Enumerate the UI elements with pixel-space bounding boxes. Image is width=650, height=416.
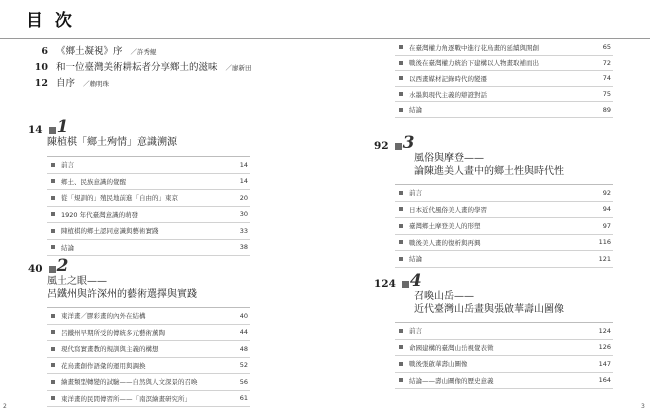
toc-item[interactable] — [395, 202, 613, 219]
bullet-icon — [51, 363, 55, 367]
chapter-heading — [28, 255, 250, 275]
chapter-1 — [28, 116, 250, 256]
bullet-icon — [399, 45, 403, 49]
bullet-icon — [51, 229, 55, 233]
toc-item[interactable] — [395, 356, 613, 373]
toc-item-page: 40 — [239, 311, 248, 320]
front-matter-entry[interactable] — [28, 75, 328, 91]
toc-item[interactable] — [47, 374, 250, 391]
toc-item-text: 鄉土、民族意識的覺醒 — [61, 177, 126, 186]
toc-item-text: 東洋畫／膠彩畫的內外在結構 — [61, 312, 146, 321]
toc-item-text: 陳植棋的鄉土認同意識與藝術實踐 — [61, 227, 159, 236]
toc-list — [395, 40, 613, 118]
toc-list — [395, 322, 613, 389]
toc-item-page: 92 — [602, 188, 611, 197]
toc-item-text: 前言 — [409, 327, 422, 336]
bullet-icon — [51, 396, 55, 400]
bullet-icon — [51, 179, 55, 183]
bullet-icon — [399, 207, 403, 211]
toc-item-page: 124 — [598, 326, 611, 335]
toc-item[interactable] — [395, 56, 613, 72]
bullet-icon — [399, 191, 403, 195]
bullet-icon — [51, 196, 55, 200]
toc-item-text: 呂鐵州早期所受的傳統多元藝術薰陶 — [61, 328, 165, 337]
chapter-2 — [28, 255, 250, 407]
entry-author: ／賴明珠 — [83, 80, 110, 88]
toc-item-text: 繪畫類型轉變的試驗——自然與人文深景的召喚 — [61, 378, 198, 387]
toc-item[interactable] — [395, 102, 613, 118]
entry-author: ／廖新田 — [225, 64, 252, 72]
chapter-number-mark — [49, 258, 69, 275]
toc-item-page: 72 — [602, 58, 611, 67]
entry-title: 《鄉土凝視》序 — [56, 46, 123, 57]
bullet-icon — [399, 257, 403, 261]
toc-item-page: 52 — [239, 361, 248, 370]
toc-item-text: 水墨與現代主義的辯證對話 — [409, 90, 487, 99]
toc-item[interactable] — [395, 87, 613, 103]
toc-item-text: 臺灣鄉土摩登美人的形塑 — [409, 222, 481, 231]
toc-item-page: 14 — [239, 177, 248, 186]
toc-item-text: 在臺灣權力角逐戰中進行花鳥畫的延續與開創 — [409, 43, 539, 52]
bullet-icon — [51, 245, 55, 249]
bullet-icon — [51, 330, 55, 334]
toc-list — [47, 307, 250, 407]
bullet-icon — [399, 345, 403, 349]
chapter-box-icon — [49, 127, 56, 134]
toc-item-page: 33 — [239, 226, 248, 235]
toc-item[interactable] — [395, 185, 613, 202]
chapter-page-number: 40 — [28, 263, 43, 275]
toc-list — [47, 156, 250, 256]
toc-item-text: 現代寫實畫教的規訓與主義的構想 — [61, 345, 159, 354]
chapter-subtitle[interactable]: 論陳進美人畫中的鄉土性與時代性 — [414, 166, 564, 177]
bullet-icon — [399, 92, 403, 96]
toc-item-text: 以西畫媒材記錄時代的變遷 — [409, 74, 487, 83]
toc-item-text: 從「規訓的」殖民地前進「自由的」東京 — [61, 194, 178, 203]
toc-item-text: 結論 — [409, 106, 422, 115]
toc-item[interactable] — [395, 235, 613, 252]
chapter-number-mark — [402, 273, 422, 290]
chapter-subtitle[interactable]: 呂鐵州與許深州的藝術選擇與實踐 — [47, 289, 197, 300]
toc-item-page: 56 — [239, 377, 248, 386]
toc-item[interactable] — [47, 207, 250, 224]
bullet-icon — [399, 240, 403, 244]
toc-item[interactable] — [395, 373, 613, 390]
entry-title: 自序 — [56, 78, 76, 89]
entry-page-number: 10 — [34, 62, 48, 73]
toc-item-page: 30 — [239, 210, 248, 219]
toc-item[interactable] — [395, 218, 613, 235]
toc-item-text: 花鳥畫創作語彙的運用與調換 — [61, 361, 146, 370]
toc-item[interactable] — [47, 325, 250, 342]
bullet-icon — [51, 163, 55, 167]
toc-item-page: 97 — [602, 221, 611, 230]
chapter-number: 2 — [56, 256, 69, 276]
front-matter-entry[interactable] — [28, 59, 328, 75]
chapter-box-icon — [402, 281, 409, 288]
chapter-subtitle[interactable]: 近代臺灣山岳畫與張啟華壽山圖像 — [414, 304, 564, 315]
chapter-heading — [374, 270, 613, 290]
bullet-icon — [399, 362, 403, 366]
toc-item[interactable] — [47, 308, 250, 325]
toc-item-page: 75 — [602, 90, 611, 99]
page-number-left: 2 — [3, 403, 7, 410]
toc-item-text: 結論 — [61, 243, 74, 252]
toc-item-text: 前言 — [61, 161, 74, 170]
header-bar — [0, 0, 650, 39]
toc-item-page: 121 — [598, 254, 611, 263]
toc-item-page: 74 — [602, 74, 611, 83]
front-matter — [28, 43, 328, 91]
bullet-icon — [399, 329, 403, 333]
entry-author: ／許秀鯤 — [130, 48, 157, 56]
chapter-page-number: 124 — [374, 278, 396, 290]
toc-item[interactable] — [47, 341, 250, 358]
bullet-icon — [399, 108, 403, 112]
chapter-4 — [374, 270, 613, 389]
chapter-title[interactable]: 召喚山岳—— — [414, 291, 474, 302]
toc-item-page: 164 — [598, 376, 611, 385]
toc-item[interactable] — [47, 157, 250, 174]
chapter-3 — [374, 132, 613, 268]
toc-item[interactable] — [47, 223, 250, 240]
chapter-page-number: 92 — [374, 140, 389, 152]
toc-item-page: 65 — [602, 43, 611, 52]
bullet-icon — [399, 378, 403, 382]
chapter-title[interactable]: 風土之眼—— — [47, 276, 107, 287]
toc-item-text: 1920 年代臺灣意識的萌發 — [61, 210, 139, 219]
chapter-number: 3 — [402, 133, 415, 153]
chapter-title[interactable]: 陳植棋「鄉土殉情」意識溯源 — [47, 137, 177, 148]
chapter-heading — [374, 132, 613, 152]
chapter-number-mark — [49, 119, 69, 136]
toc-item-page: 61 — [239, 394, 248, 403]
chapter-2-continued — [395, 40, 613, 118]
toc-item-text: 結論 — [409, 255, 422, 264]
toc-item-text: 戰後美人畫的復析與再興 — [409, 238, 481, 247]
toc-item-text: 結論——壽山圖像的歷史意義 — [409, 376, 494, 385]
toc-item-text: 戰後在臺灣權力統治下建構以人物畫取補而出 — [409, 59, 539, 68]
toc-list — [395, 184, 613, 268]
bullet-icon — [399, 224, 403, 228]
toc-item[interactable] — [395, 251, 613, 268]
toc-item-page: 89 — [602, 105, 611, 114]
toc-item-page: 14 — [239, 160, 248, 169]
entry-title: 和一位臺灣美術耕耘者分享鄉土的滋味 — [56, 62, 218, 73]
toc-item-text: 前言 — [409, 189, 422, 198]
bullet-icon — [51, 347, 55, 351]
chapter-page-number: 14 — [28, 124, 43, 136]
chapter-title[interactable]: 風俗與摩登—— — [414, 153, 484, 164]
bullet-icon — [51, 380, 55, 384]
toc-item[interactable] — [395, 40, 613, 56]
toc-item-page: 20 — [239, 193, 248, 202]
toc-item[interactable] — [47, 358, 250, 375]
toc-item-page: 48 — [239, 344, 248, 353]
toc-item-page: 116 — [598, 238, 611, 247]
toc-item-text: 日本近代風俗美人畫的學習 — [409, 205, 487, 214]
toc-item-page: 38 — [239, 243, 248, 252]
chapter-number: 4 — [409, 271, 422, 291]
entry-page-number: 12 — [34, 78, 48, 89]
toc-item-text: 東洋畫的民間傳習所——「南溟繪畫研究所」 — [61, 394, 191, 403]
toc-item[interactable] — [47, 391, 250, 408]
toc-item[interactable] — [47, 240, 250, 257]
toc-item[interactable] — [47, 190, 250, 207]
bullet-icon — [51, 314, 55, 318]
chapter-number-mark — [395, 135, 415, 152]
chapter-box-icon — [395, 143, 402, 150]
page-title: 目 次 — [26, 11, 75, 31]
toc-item[interactable] — [47, 174, 250, 191]
chapter-number: 1 — [56, 117, 69, 137]
toc-item-text: 戰後張啟華壽山圖像 — [409, 360, 468, 369]
bullet-icon — [51, 212, 55, 216]
toc-item-page: 126 — [598, 343, 611, 352]
toc-item-page: 44 — [239, 328, 248, 337]
bullet-icon — [399, 61, 403, 65]
toc-item-text: 命國建構的臺灣山岳視覺表徵 — [409, 343, 494, 352]
toc-item[interactable] — [395, 323, 613, 340]
toc-item[interactable] — [395, 71, 613, 87]
bullet-icon — [399, 76, 403, 80]
front-matter-entry[interactable] — [28, 43, 328, 59]
chapter-box-icon — [49, 266, 56, 273]
toc-item[interactable] — [395, 340, 613, 357]
page-number-right: 3 — [641, 403, 645, 410]
toc-item-page: 147 — [598, 359, 611, 368]
toc-item-page: 94 — [602, 205, 611, 214]
chapter-heading — [28, 116, 250, 136]
entry-page-number: 6 — [41, 46, 48, 57]
